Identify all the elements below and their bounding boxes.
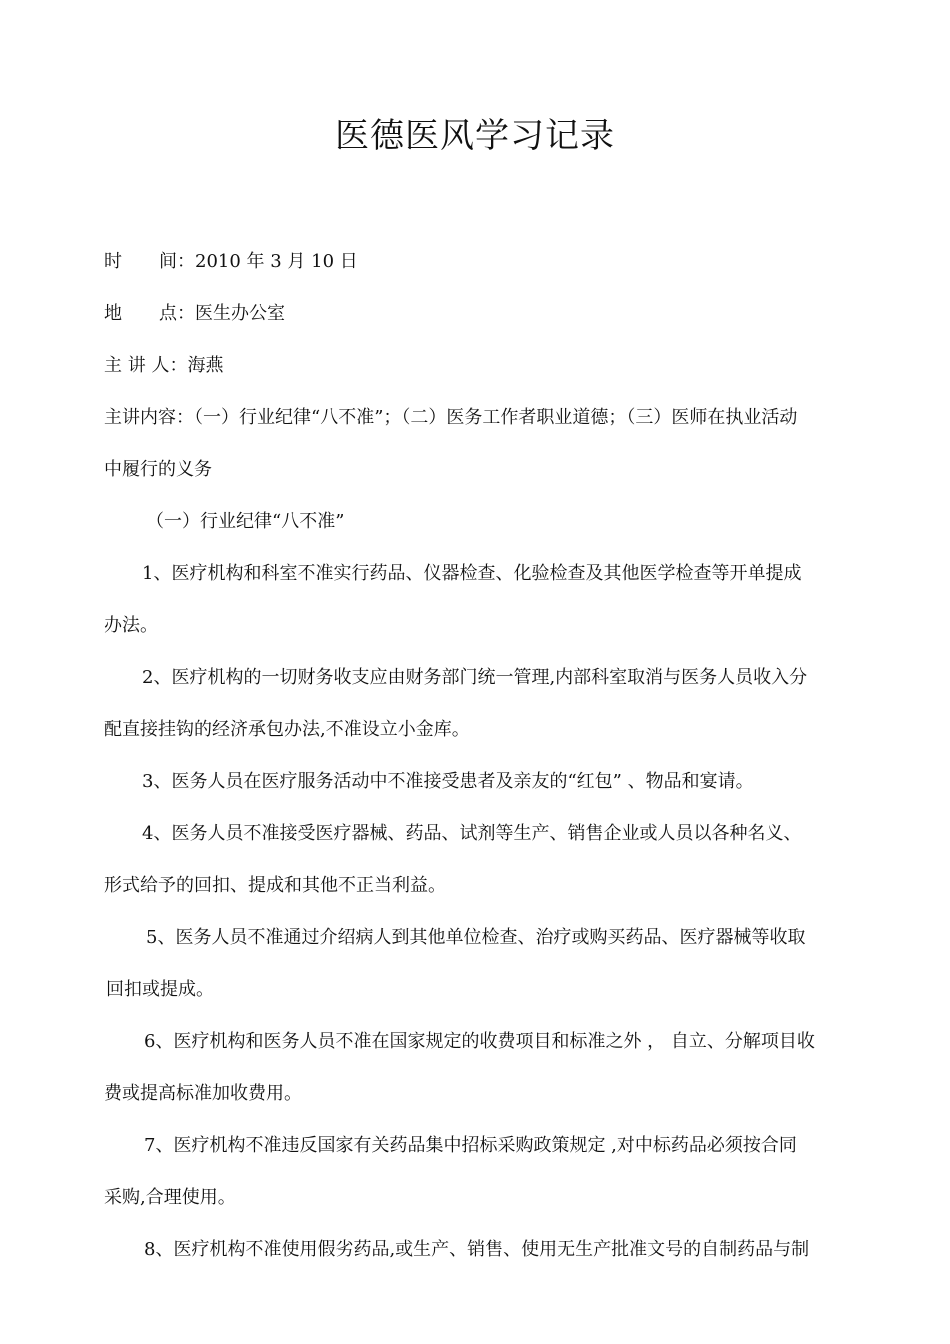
place-value: 医生办公室 — [195, 303, 285, 324]
rule-1-line-1: 1、医疗机构和科室不准实行药品、仪器检查、化验检查及其他医学检查等开单提成 — [142, 563, 802, 584]
time-value: 2010 年 3 月 10 日 — [195, 251, 358, 272]
document-title: 医德医风学习记录 — [335, 116, 615, 156]
content-line-1: 主讲内容：（一）行业纪律“八不准”；（二）医务工作者职业道德；（三）医师在执业活动 — [104, 407, 798, 428]
content-line-2: 中履行的义务 — [104, 459, 212, 480]
rule-4-line-2: 形式给予的回扣、提成和其他不正当利益。 — [104, 875, 446, 896]
rule-2-line-1: 2、医疗机构的一切财务收支应由财务部门统一管理,内部科室取消与医务人员收入分 — [142, 667, 808, 688]
place-label-char2: 点： — [159, 303, 195, 324]
rule-4-line-1: 4、医务人员不准接受医疗器械、药品、试剂等生产、销售企业或人员以各种名义、 — [142, 823, 802, 844]
speaker-row — [104, 352, 223, 380]
time-label-char2: 间： — [159, 251, 195, 272]
rule-6-line-2: 费或提高标准加收费用。 — [104, 1083, 302, 1104]
speaker-label: 主 讲 人： — [104, 355, 188, 376]
rule-8-line-1: 8、医疗机构不准使用假劣药品,或生产、销售、使用无生产批准文号的自制药品与制 — [144, 1239, 810, 1260]
rule-5-line-1: 5、医务人员不准通过介绍病人到其他单位检查、治疗或购买药品、医疗器械等收取 — [146, 927, 806, 948]
rule-3-line-1: 3、医务人员在医疗服务活动中不准接受患者及亲友的“红包” 、物品和宴请。 — [142, 771, 754, 792]
rule-7-line-1: 7、医疗机构不准违反国家有关药品集中招标采购政策规定 ,对中标药品必须按合同 — [144, 1135, 797, 1156]
time-row — [104, 248, 358, 276]
time-label-char1: 时 — [104, 251, 122, 272]
place-label-char1: 地 — [104, 303, 122, 324]
place-row — [104, 300, 285, 328]
speaker-value: 海燕 — [187, 355, 224, 376]
section-heading: （一）行业纪律“八不准” — [146, 511, 345, 532]
rule-5-line-2: 回扣或提成。 — [106, 979, 214, 1000]
rule-1-line-2: 办法。 — [104, 615, 158, 636]
rule-2-line-2: 配直接挂钩的经济承包办法,不准设立小金库。 — [104, 719, 470, 740]
rule-7-line-2: 采购,合理使用。 — [104, 1187, 236, 1208]
rule-6-line-1: 6、医疗机构和医务人员不准在国家规定的收费项目和标准之外 ， 自立、分解项目收 — [144, 1031, 815, 1052]
